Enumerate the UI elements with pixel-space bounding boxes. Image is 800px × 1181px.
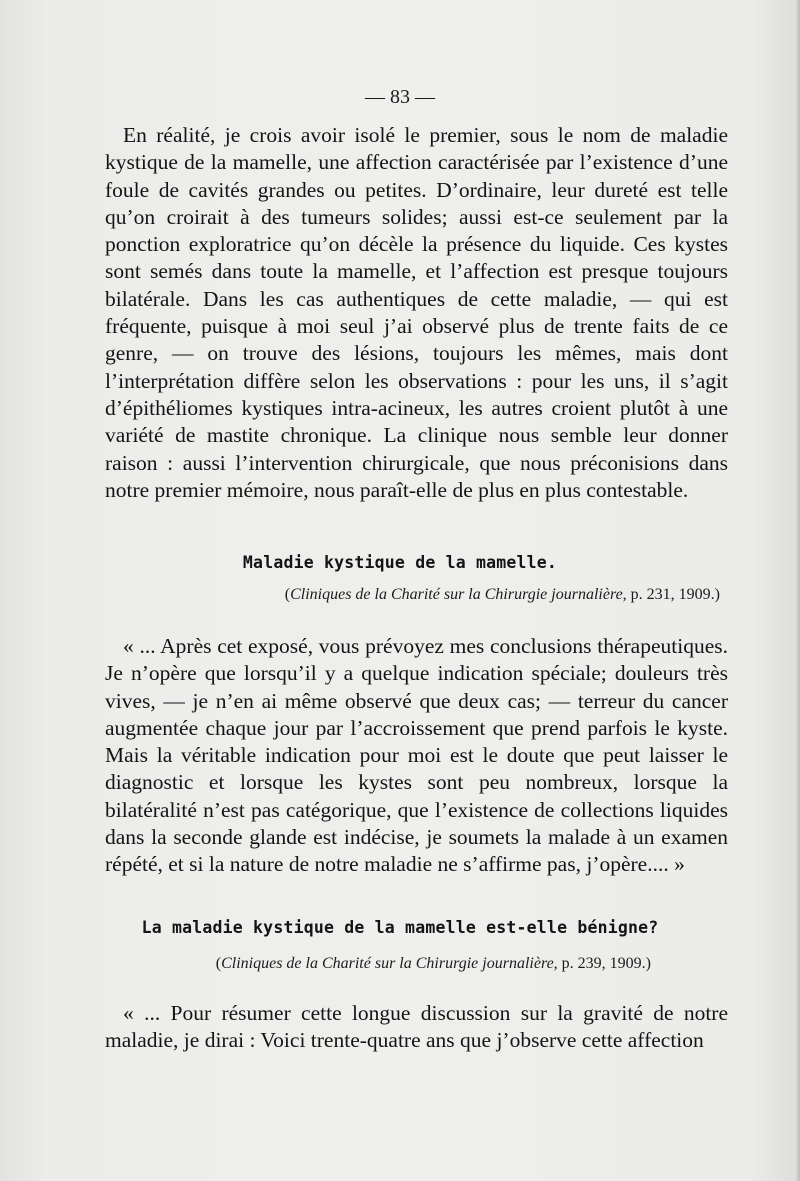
quote-paragraph-block-1 — [105, 633, 728, 879]
citation-source: Cliniques de la Charité sur la Chirurgie journalière, — [221, 955, 558, 972]
section-heading-maladie-kystique: Maladie kystique de la mamelle. — [242, 553, 558, 572]
section-2-citation — [105, 955, 651, 973]
citation-reference: p. 239, 1909. — [561, 955, 646, 972]
citation-close-paren: ) — [714, 586, 720, 603]
citation-open-paren: ( — [215, 955, 222, 972]
citation-close-paren: ) — [645, 955, 651, 972]
citation-reference: p. 231, 1909. — [630, 586, 715, 603]
quote-paragraph-block-2 — [105, 1000, 728, 1055]
citation-open-paren: ( — [284, 586, 291, 603]
intro-paragraph-block — [105, 122, 728, 504]
intro-paragraph: En réalité, je crois avoir isolé le premier, sous le nom de maladie kystique de la mamelle, une affection caractérisée par l’existence d’une foule de cavités grandes ou petites. D’ordinaire, leur dureté est telle qu’on croirait à des tumeurs solides; aussi est-ce seulement par la ponction exploratrice qu’on décèle la présence du liquide. Ces kystes sont semés dans toute la mamelle, et l’affection est presque toujours bilatérale. Dans les cas authentiques de cette maladie, — qui est fréquente, puisque à moi seul j’ai observé plus de trente faits de ce genre, — on trouve des lésions, toujours les mêmes, mais dont l’interprétation diffère selon les observations : pour les uns, il s’agit d’épithéliomes kystiques intra-acineux, les autres croient plutôt à une variété de mastite chronique. La clinique nous semble leur donner raison : aussi l’intervention chirurgicale, que nous préconisions dans notre premier mémoire, nous paraît-elle de plus en plus contestable. — [105, 123, 728, 502]
page-number: — 83 — — [365, 86, 435, 108]
quote-paragraph-1: « ... Après cet exposé, vous prévoyez mes conclusions thérapeutiques. Je n’opère que lorsqu’il y a quelque indication spéciale; douleurs très vives, — je n’en ai même observé que deux cas; — terreur du cancer augmentée chaque jour par l’accroissement que prend parfois le kyste. Mais la véritable indication pour moi est le doute que peut laisser le diagnostic et lorsque les kystes sont peu nombreux, lorsque la bilatéralité n’est pas catégorique, que l’existence de collections liquides dans la seconde glande est indécise, je soumets la malade à un examen répété, et si la nature de notre maladie ne s’affirme pas, j’opère.... » — [105, 634, 728, 877]
page-edge-shadow — [794, 0, 800, 1181]
citation-source: Cliniques de la Charité sur la Chirurgie journalière, — [290, 586, 627, 603]
section-1-citation — [105, 586, 720, 604]
section-heading-benigne: La maladie kystique de la mamelle est-elle bénigne? — [141, 918, 659, 937]
quote-paragraph-2: « ... Pour résumer cette longue discussion sur la gravité de notre maladie, je dirai : Voici trente-quatre ans que j’observe cette affection — [105, 1001, 728, 1053]
